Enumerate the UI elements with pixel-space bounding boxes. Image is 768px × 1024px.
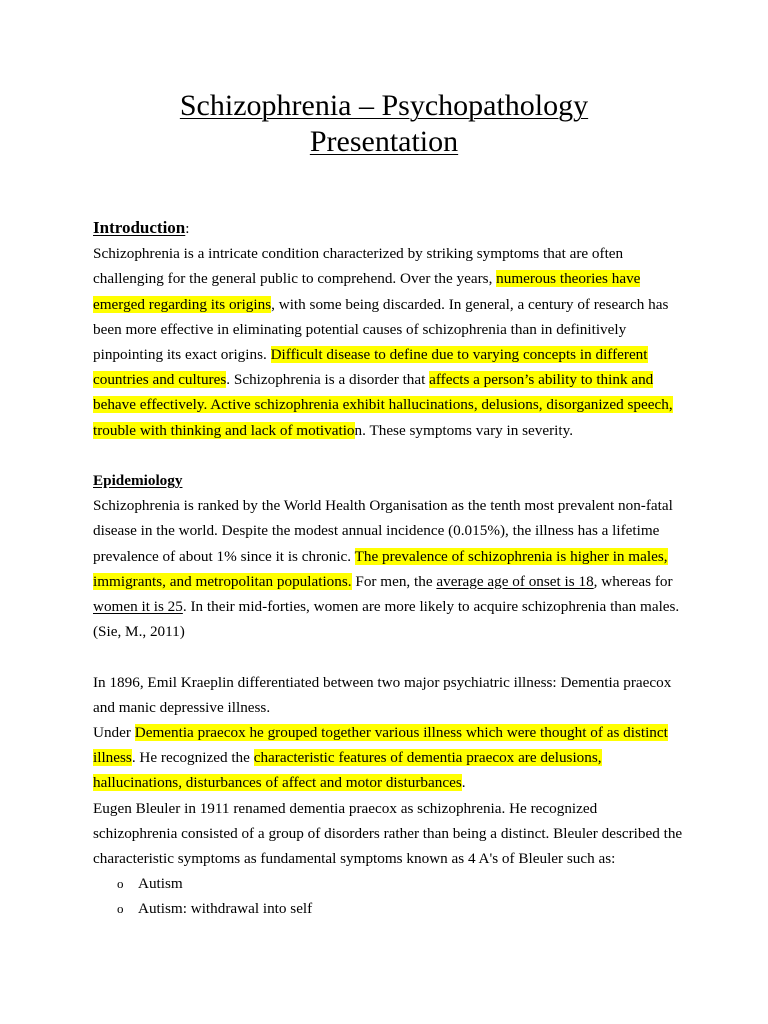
spacer bbox=[93, 443, 683, 468]
text-run: Eugen Bleuler in 1911 renamed dementia praecox as schizophrenia. He recognized schizophrenia consisted of a group of disorders rather than being a distinct. Bleuler described the characteristic symptoms as fundamental symptoms known as 4 A's of Bleuler such as: bbox=[93, 799, 683, 868]
list-item-text: Autism bbox=[138, 875, 183, 893]
document-title bbox=[0, 88, 768, 160]
title-line-1: Schizophrenia – Psychopathology bbox=[179, 89, 589, 122]
highlighted-text: Dementia praecox he grouped together various illness which were thought of as distinct illness bbox=[93, 724, 668, 767]
list-item-text: Autism: withdrawal into self bbox=[138, 900, 313, 918]
text-run: . He recognized the bbox=[131, 749, 254, 767]
text-run: For men, the bbox=[351, 572, 437, 590]
text-run: Under bbox=[93, 724, 135, 742]
epidemiology-paragraph bbox=[93, 493, 683, 644]
highlighted-text: characteristic features of dementia praecox are delusions, hallucinations, disturbances of affect and motor disturbances bbox=[93, 749, 602, 792]
bleuler-paragraph bbox=[93, 796, 683, 872]
highlighted-text: numerous theories have emerged regarding its origins bbox=[93, 270, 641, 313]
bleuler-symptom-list bbox=[93, 871, 683, 921]
list-item bbox=[93, 871, 683, 896]
spacer bbox=[93, 644, 683, 669]
dementia-praecox-paragraph bbox=[93, 720, 683, 796]
introduction-heading: Introduction bbox=[93, 218, 186, 237]
text-run: . bbox=[461, 774, 466, 792]
highlighted-text: The prevalence of schizophrenia is higher in males, immigrants, and metropolitan populations. bbox=[93, 547, 668, 590]
bullet-marker: o bbox=[117, 876, 124, 892]
bullet-marker: o bbox=[117, 901, 124, 917]
text-run: , whereas for bbox=[593, 572, 673, 590]
text-run: Schizophrenia is ranked by the World Health Organisation as the tenth most prevalent non-fatal disease in the world. Despite the modest annual incidence (0.015%), the illness has a lifetime prevalence of about 1% since it is chronic. bbox=[93, 497, 673, 565]
underlined-text: women it is 25 bbox=[93, 598, 183, 616]
text-run: In 1896, Emil Kraeplin differentiated between two major psychiatric illness: Dementia praecox and manic depressive illness. bbox=[93, 673, 672, 716]
document-body bbox=[93, 215, 683, 922]
title-line-2: Presentation bbox=[309, 125, 459, 158]
kraepelin-paragraph bbox=[93, 670, 683, 720]
underlined-text: average age of onset is 18 bbox=[436, 572, 594, 590]
text-run: Schizophrenia is a intricate condition characterized by striking symptoms that are often challenging for the general public to comprehend. Over the years, bbox=[93, 245, 624, 288]
highlighted-text: Difficult disease to define due to varying concepts in different countries and cultures bbox=[93, 346, 648, 389]
highlighted-text: affects a person’s ability to think and behave effectively. Active schizophrenia exhibit hallucinations, delusions, disorganized speech, trouble with thinking and lack of motivatio bbox=[93, 371, 673, 439]
text-run: . In their mid-forties, women are more likely to acquire schizophrenia than males. (Sie, M., 2011) bbox=[93, 598, 680, 641]
text-run: , with some being discarded. In general, a century of research has been more effective in eliminating potential causes of schizophrenia than in definitively pinpointing its exact origins. bbox=[93, 295, 669, 364]
introduction-heading-line bbox=[93, 215, 683, 241]
introduction-paragraph bbox=[93, 241, 683, 443]
text-run: n. These symptoms vary in severity. bbox=[354, 421, 574, 439]
text-run: . Schizophrenia is a disorder that bbox=[226, 371, 430, 389]
epidemiology-heading-line bbox=[93, 468, 683, 493]
introduction-heading-colon: : bbox=[185, 220, 190, 237]
list-item bbox=[93, 896, 683, 921]
epidemiology-heading: Epidemiology bbox=[93, 472, 183, 490]
